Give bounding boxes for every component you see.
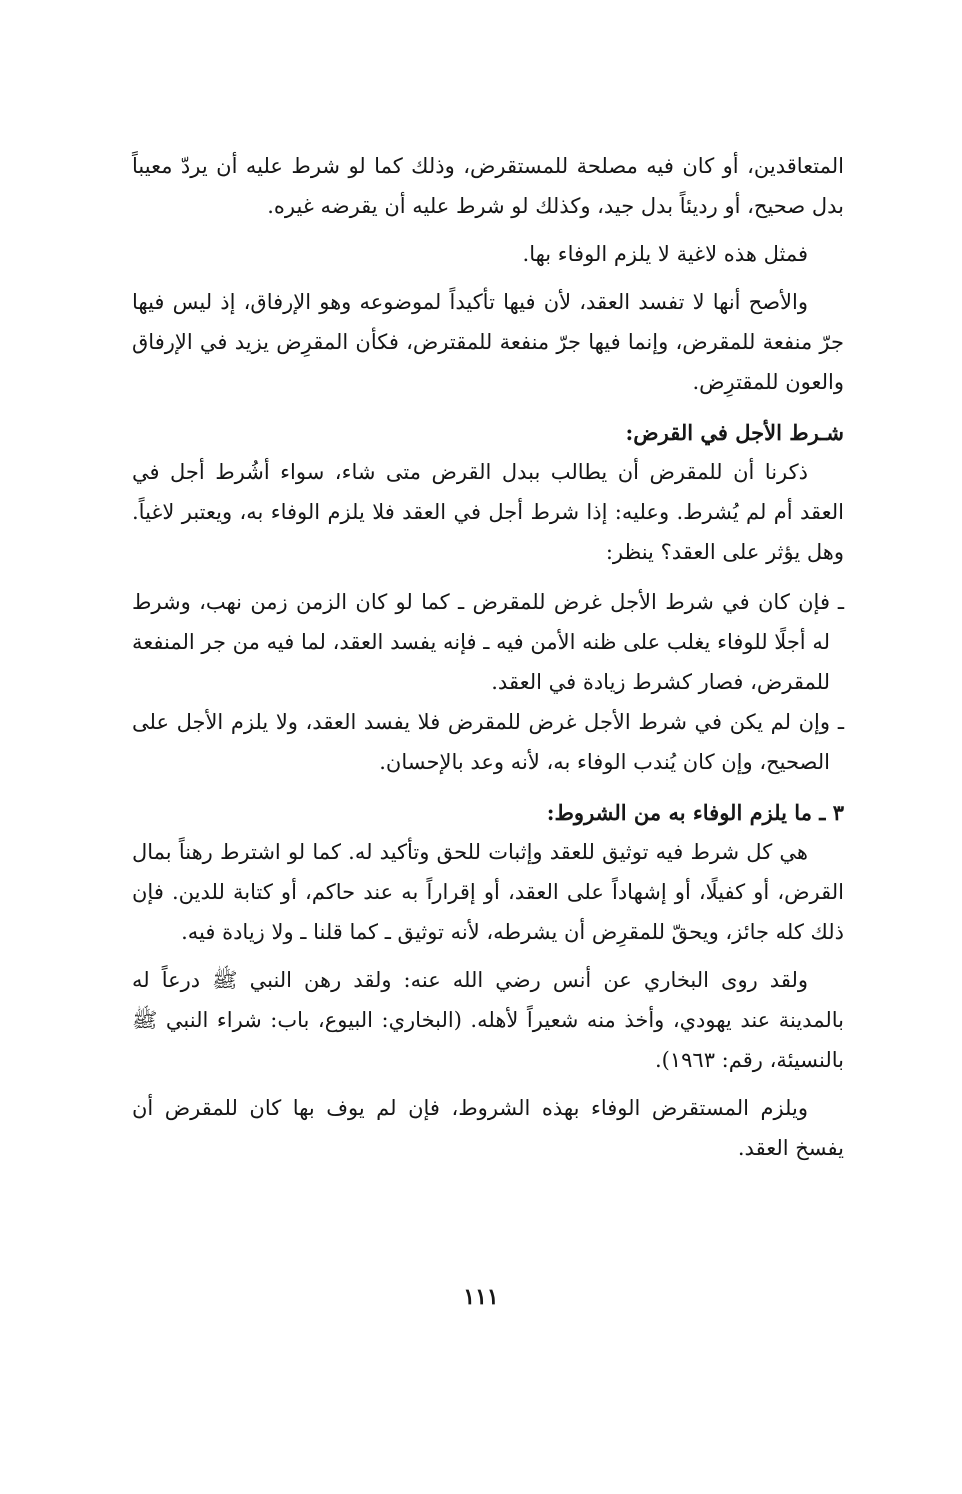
bullet-dash: ـ bbox=[837, 710, 844, 734]
bullet-item bbox=[132, 702, 844, 782]
bullet-item bbox=[132, 582, 844, 702]
bullet-text: وإن لم يكن في شرط الأجل غرض للمقرض فلا يفسد العقد، ولا يلزم الأجل على الصحيح، وإن كان يُندب الوفاء به، لأنه وعد بالإحسان. bbox=[132, 710, 830, 774]
section-heading-binding-conditions: ٣ ـ ما يلزم الوفاء به من الشروط: bbox=[546, 800, 844, 825]
page-number: ١١١ bbox=[463, 1284, 499, 1310]
paragraph-hadith: ولقد روى البخاري عن أنس رضي الله عنه: ولقد رهن النبي ﷺ درعاً له بالمدينة عند يهودي، وأخذ منه شعيراً لأهله. (البخاري: البيوع، باب: شراء النبي ﷺ بالنسيئة، رقم: ١٩٦٣). bbox=[132, 968, 844, 1072]
bullet-text: فإن كان في شرط الأجل غرض للمقرض ـ كما لو كان الزمن زمن نهب، وشرط له أجلًا للوفاء يغلب على ظنه الأمن فيه ـ فإنه يفسد العقد، لما فيه من جر المنفعة للمقرض، فصار كشرط زيادة في العقد. bbox=[132, 590, 830, 694]
paragraph-correct-opinion: والأصح أنها لا تفسد العقد، لأن فيها تأكيداً لموضوعه وهو الإرفاق، إذ ليس فيها جرّ منفعة للمقرض، وإنما فيها جرّ منفعة للمقترض، فكأن المقرِض يزيد في الإرفاق والعون للمقترِض. bbox=[132, 290, 844, 394]
page-body bbox=[132, 146, 844, 1168]
section-heading-term-condition: شـرط الأجل في القرض: bbox=[625, 420, 844, 445]
paragraph-nullified-conditions: فمثل هذه لاغية لا يلزم الوفاء بها. bbox=[522, 242, 808, 266]
bullet-dash: ـ bbox=[837, 590, 844, 614]
paragraph-continued: المتعاقدين، أو كان فيه مصلحة للمستقرض، وذلك كما لو شرط عليه أن يردّ معيباً بدل صحيح، أو رديئاً بدل جيد، وكذلك لو شرط عليه أن يقرضه غيره. bbox=[132, 154, 844, 218]
paragraph-documentation: هي كل شرط فيه توثيق للعقد وإثبات للحق وتأكيد له. كما لو اشترط رهناً بمال القرض، أو كفيلًا، أو إشهاداً على العقد، أو إقراراً به عند حاكم، أو كتابة للدين. فإن ذلك كله جائز، ويحقّ للمقرِض أن يشرطه، لأنه توثيق ـ كما قلنا ـ ولا زيادة فيه. bbox=[132, 840, 844, 944]
paragraph-obligation: ويلزم المستقرض الوفاء بهذه الشروط، فإن لم يوف بها كان للمقرض أن يفسخ العقد. bbox=[132, 1096, 844, 1160]
paragraph-term-intro: ذكرنا أن للمقرض أن يطالب ببدل القرض متى شاء، سواء أشُرط أجل في العقد أم لم يُشرط. وعليه: إذا شرط أجل في العقد فلا يلزم الوفاء به، ويعتبر لاغياً. وهل يؤثر على العقد؟ ينظر: bbox=[132, 460, 844, 564]
